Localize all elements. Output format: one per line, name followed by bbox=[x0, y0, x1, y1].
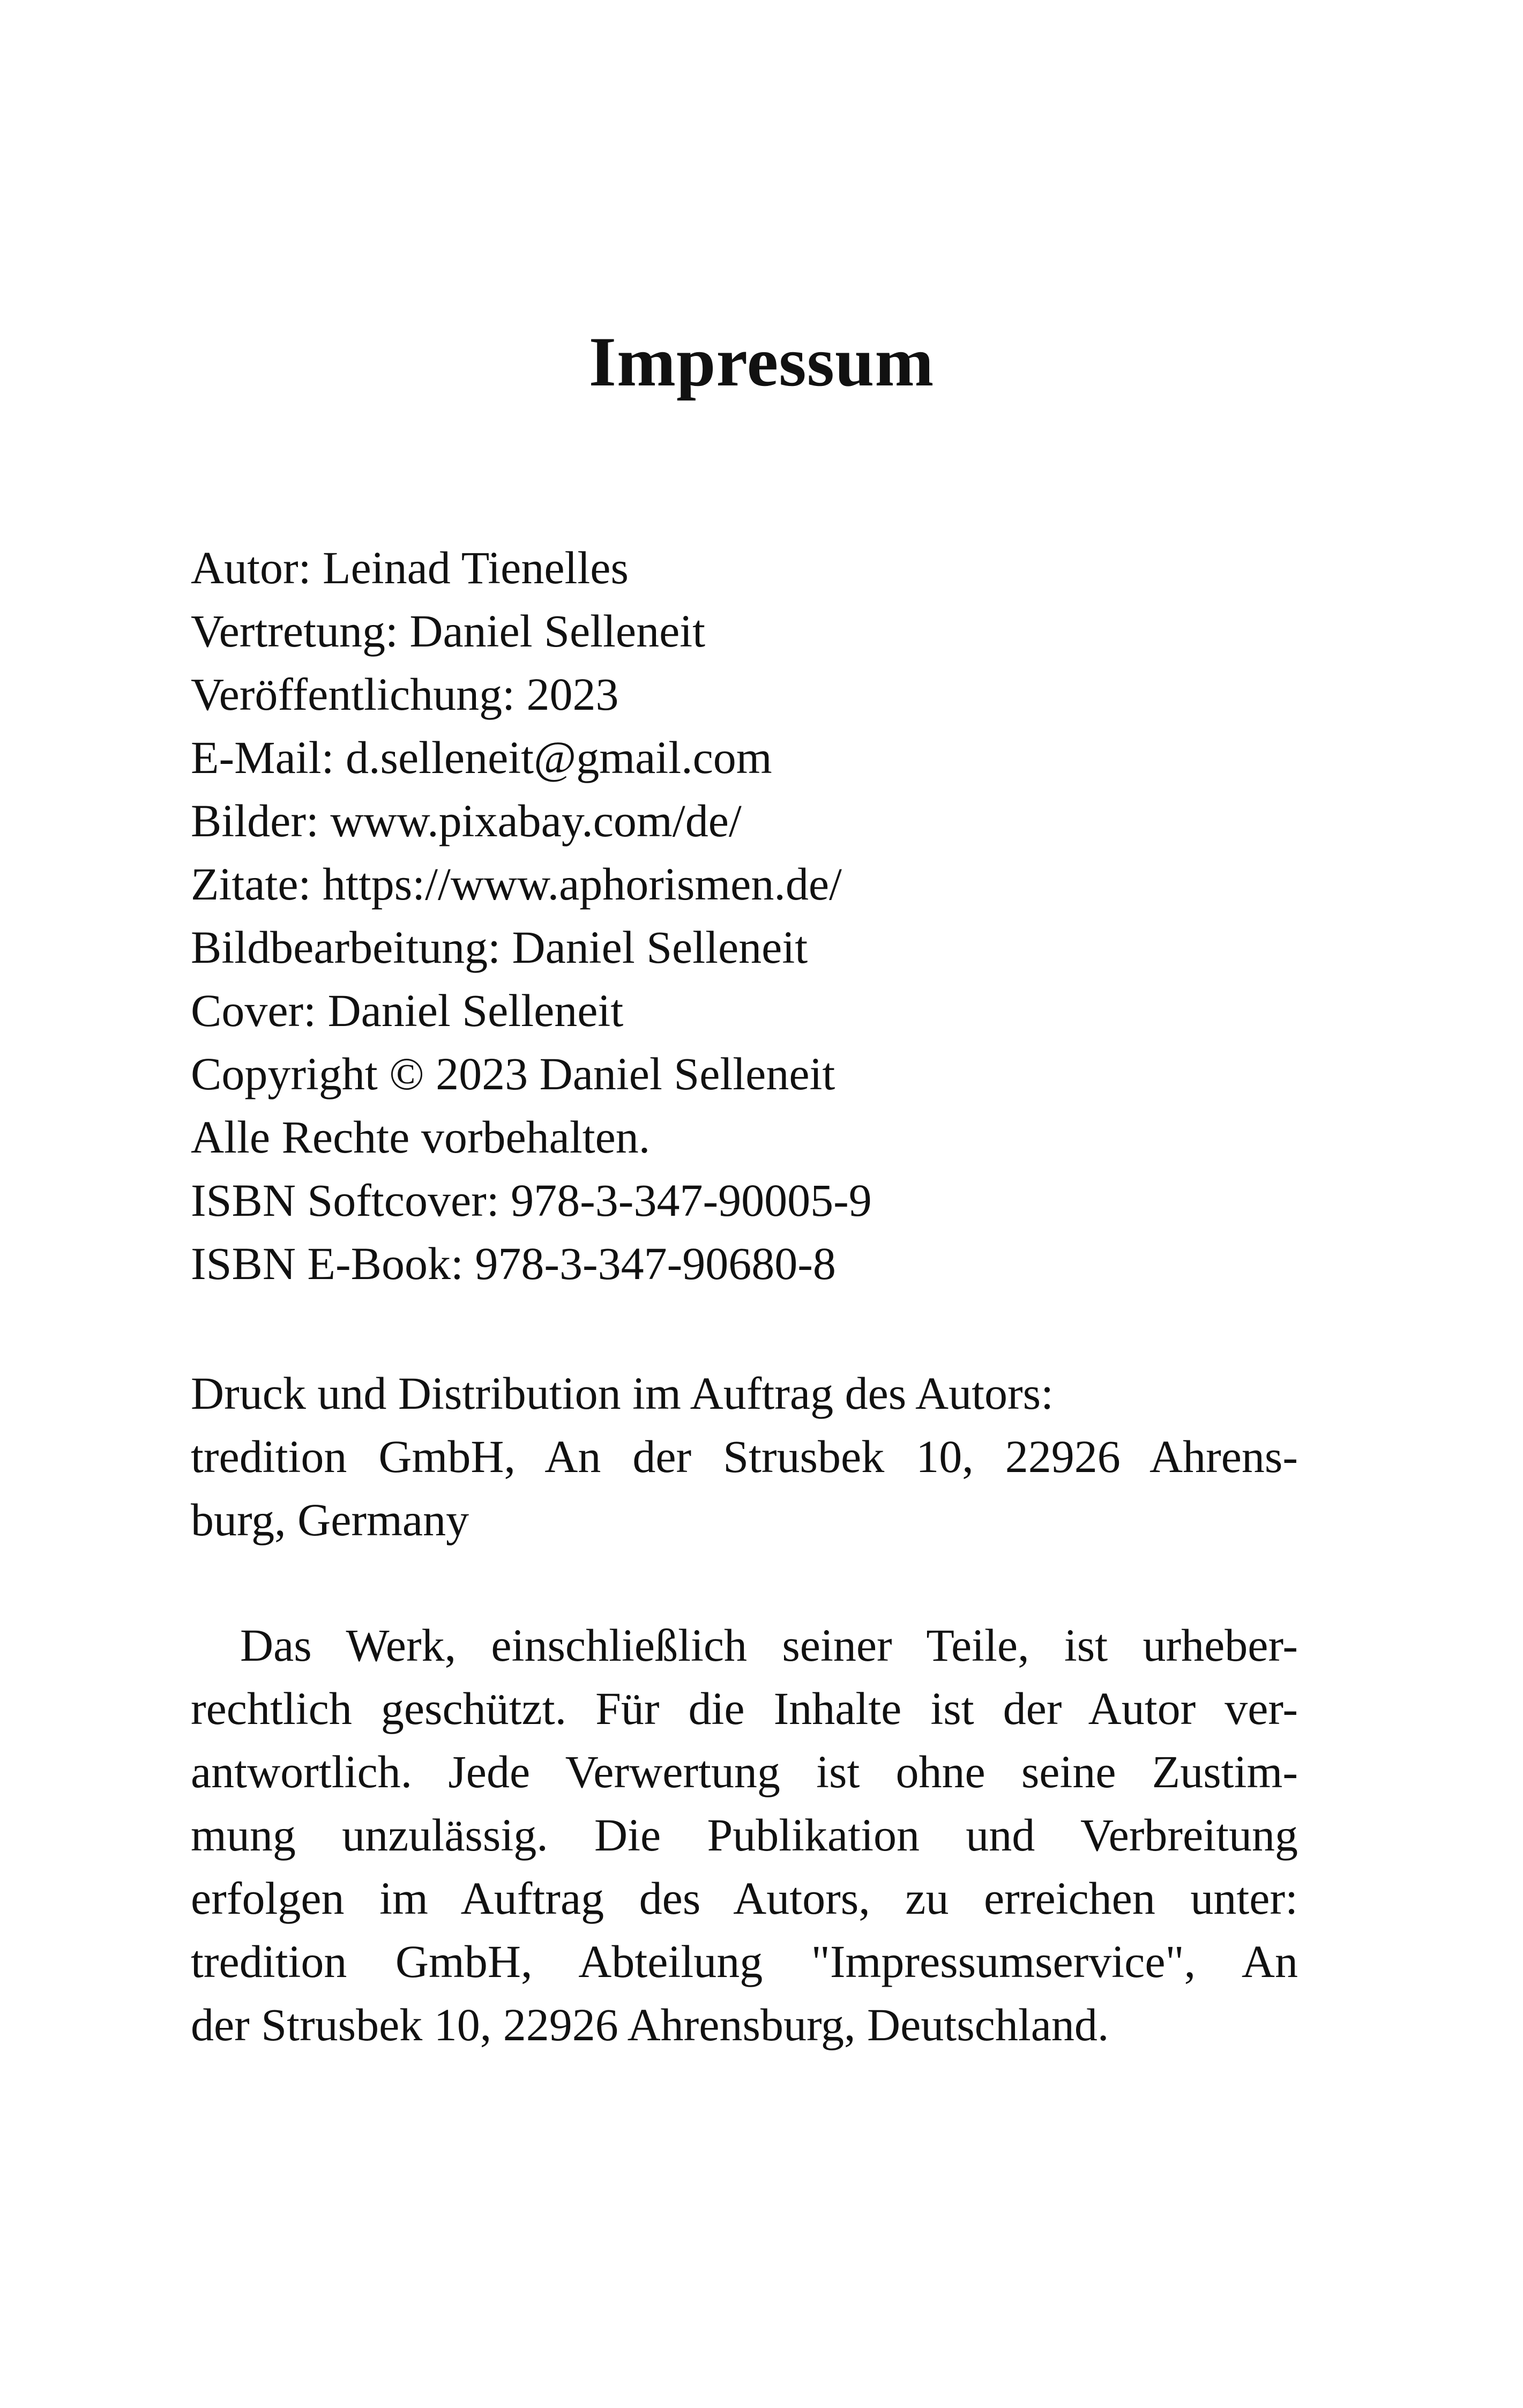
isbn-ebook-line: ISBN E-Book: 978-3-347-90680-8 bbox=[191, 1238, 836, 1289]
email-line: E-Mail: d.selleneit@gmail.com bbox=[191, 732, 772, 783]
representation-line: Vertretung: Daniel Selleneit bbox=[191, 605, 706, 657]
notice-line: rechtlich geschützt. Für die Inhalte ist der Autor ver- bbox=[191, 1683, 1298, 1734]
publication-line: Veröffentlichung: 2023 bbox=[191, 668, 619, 720]
distribution-line: tredition GmbH, An der Strusbek 10, 22926 Ahrens- bbox=[191, 1431, 1298, 1482]
notice-line: Das Werk, einschließlich seiner Teile, ist urheber- bbox=[240, 1619, 1298, 1671]
copyright-notice-paragraph bbox=[191, 1614, 1298, 2056]
image-editing-line: Bildbearbeitung: Daniel Selleneit bbox=[191, 921, 808, 973]
rights-line: Alle Rechte vorbehalten. bbox=[191, 1111, 651, 1163]
images-line: Bilder: www.pixabay.com/de/ bbox=[191, 795, 742, 846]
distribution-line: Druck und Distribution im Auftrag des Autors: bbox=[191, 1367, 1054, 1419]
page-title: Impressum bbox=[588, 322, 935, 401]
cover-line: Cover: Daniel Selleneit bbox=[191, 985, 624, 1036]
author-line: Autor: Leinad Tienelles bbox=[191, 542, 629, 593]
notice-line: tredition GmbH, Abteilung "Impressumservice", An bbox=[191, 1936, 1298, 1987]
distribution-paragraph bbox=[191, 1362, 1298, 1551]
notice-line: mung unzulässig. Die Publikation und Verbreitung bbox=[191, 1809, 1298, 1861]
copyright-line: Copyright © 2023 Daniel Selleneit bbox=[191, 1048, 835, 1099]
isbn-softcover-line: ISBN Softcover: 978-3-347-90005-9 bbox=[191, 1175, 872, 1226]
imprint-details bbox=[191, 536, 1298, 1295]
quotes-line: Zitate: https://www.aphorismen.de/ bbox=[191, 858, 842, 910]
distribution-line: burg, Germany bbox=[191, 1494, 469, 1545]
notice-line: antwortlich. Jede Verwertung ist ohne seine Zustim- bbox=[191, 1746, 1298, 1797]
notice-line: der Strusbek 10, 22926 Ahrensburg, Deutschland. bbox=[191, 1999, 1109, 2050]
notice-line: erfolgen im Auftrag des Autors, zu erreichen unter: bbox=[191, 1872, 1298, 1924]
